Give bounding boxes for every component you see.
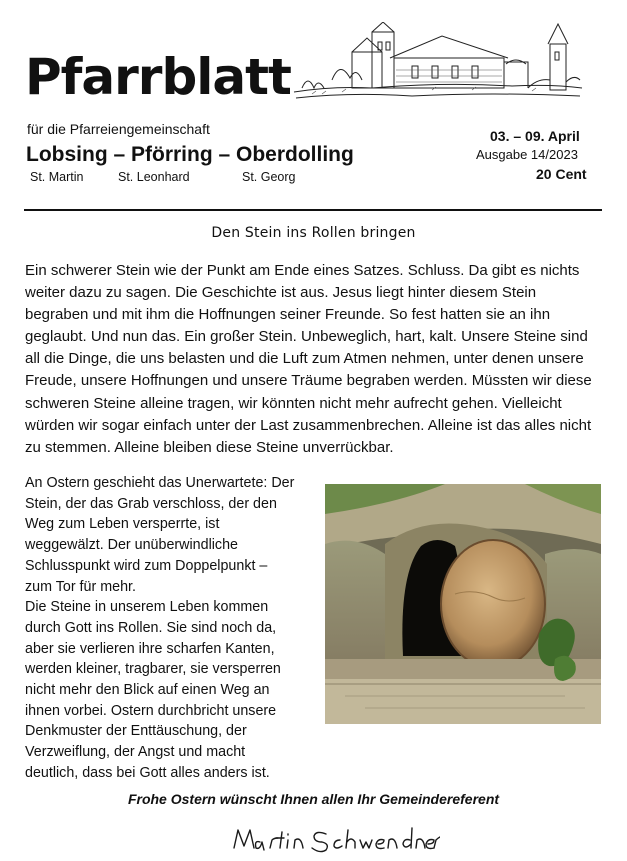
price: 20 Cent xyxy=(536,166,587,182)
patron-st-leonhard: St. Leonhard xyxy=(118,170,190,184)
subtitle: für die Pfarreiengemeinschaft xyxy=(27,121,210,137)
issue-dates: 03. – 09. April xyxy=(490,128,580,144)
issue-number: Ausgabe 14/2023 xyxy=(476,147,578,162)
empty-tomb-photo xyxy=(325,484,601,724)
article-paragraph-2: An Ostern geschieht das Unerwartete: Der Stein, der das Grab verschloss, der den Weg zum Leben versperrte, ist weggewälzt. Der unüberwindliche Schlusspunkt wird zum Doppelpunkt – zum Tor für mehr. xyxy=(25,475,295,595)
closing-greeting: Frohe Ostern wünscht Ihnen allen Ihr Gemeindereferent xyxy=(127,791,500,807)
article-paragraph-2-block xyxy=(25,473,295,784)
header-divider xyxy=(24,209,602,211)
handwritten-signature xyxy=(230,818,440,858)
article-headline: Den Stein ins Rollen bringen xyxy=(211,225,416,241)
patron-st-georg: St. Georg xyxy=(242,170,296,184)
article-paragraph-1: Ein schwerer Stein wie der Punkt am Ende eines Satzes. Schluss. Da gibt es nichts weiter dazu zu sagen. Die Geschichte ist aus. Jesus liegt hinter diesem Stein begraben und mit ihm die Hoffnungen seiner Freunde. So fest hatten sie an ihn geglaubt. Und nun das. Ein großer Stein. Unbeweglich, hart, kalt. Unsere Steine sind all die Dinge, die uns belasten und die Luft zum Atmen nehmen, unter denen unsere Freude, unsere Hoffnungen und unsere Träume begraben werden. Müssten wir diese schweren Steine alleine tragen, wir könnten nicht mehr aufrecht gehen. Vielleicht würden wir sogar einfach unter der Last zusammenbrechen. Alleine ist das alles nicht zu stemmen. Alleine bleiben diese Steine unverrückbar. xyxy=(25,262,592,456)
parish-names: Lobsing – Pförring – Oberdolling xyxy=(26,143,354,166)
newsletter-title: Pfarrblatt xyxy=(25,48,291,106)
patron-st-martin: St. Martin xyxy=(30,170,84,184)
article-paragraph-3: Die Steine in unserem Leben kommen durch Gott ins Rollen. Sie sind noch da, aber sie verlieren ihre scharfen Kanten, werden kleiner, tragbarer, sie versperren nicht mehr den Blick auf einen Weg an ihnen vorbei. Ostern durchbricht unsere Denkmuster der Enttäuschung, der Verzweiflung, der Angst und macht deutlich, dass bei Gott alles anders ist. xyxy=(25,599,281,781)
church-sketch-illustration xyxy=(292,22,584,108)
